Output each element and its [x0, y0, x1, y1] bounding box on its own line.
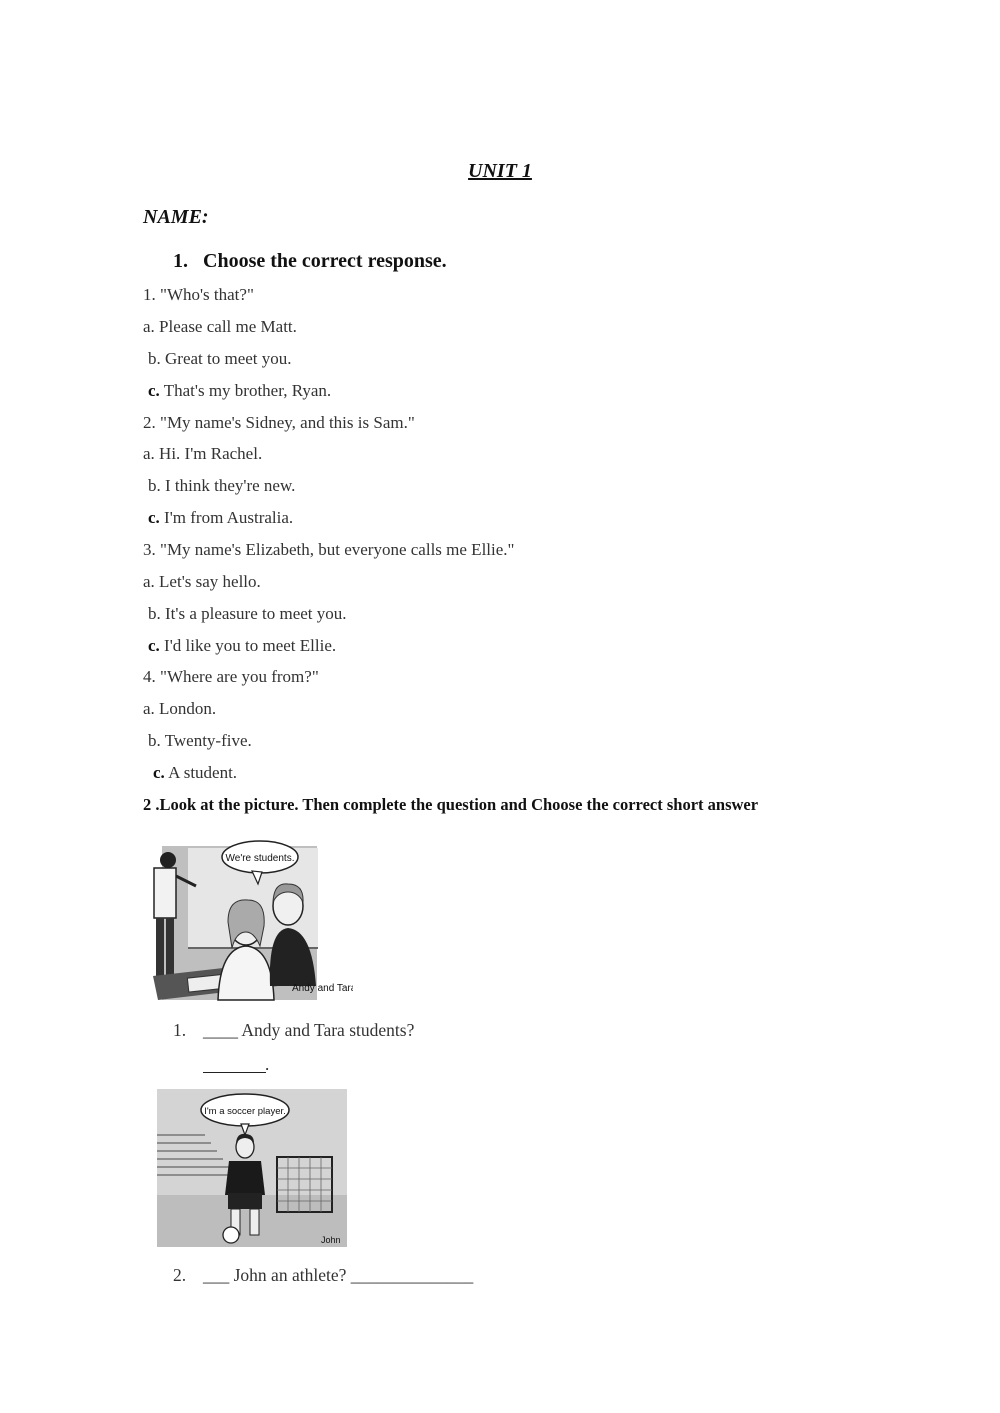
option-letter: c.	[153, 763, 165, 782]
option-letter: a.	[143, 317, 155, 336]
students-caption: Andy and Tara	[292, 983, 353, 994]
option-text: Hi. I'm Rachel.	[154, 444, 263, 463]
soccer-speech: I'm a soccer player.	[204, 1106, 286, 1117]
soccer-caption: John	[321, 1235, 341, 1245]
students-illustration	[148, 836, 353, 1004]
option-letter: b.	[148, 476, 161, 495]
option-text: It's a pleasure to meet you.	[160, 604, 347, 623]
item-text: ___ John an athlete? ______________	[203, 1265, 474, 1285]
option-text: I'd like you to meet Ellie.	[159, 636, 337, 655]
question-2-prompt: 2. "My name's Sidney, and this is Sam."	[143, 413, 415, 432]
item-number: 2.	[173, 1265, 187, 1285]
option-letter: c.	[148, 508, 160, 527]
option-letter: c.	[148, 636, 160, 655]
question-2-option-c	[148, 508, 293, 528]
part2-item-2	[173, 1265, 473, 1286]
section1-heading	[173, 250, 447, 273]
question-4-prompt: 4. "Where are you from?"	[143, 667, 319, 686]
question-4-option-b	[148, 731, 252, 751]
part2-item-1	[173, 1020, 414, 1041]
question-1-option-c	[148, 381, 331, 401]
option-letter: a.	[143, 699, 155, 718]
item-number: 1.	[173, 1020, 187, 1040]
question-3-prompt: 3. "My name's Elizabeth, but everyone calls me Ellie."	[143, 540, 515, 559]
soccer-player-illustration	[155, 1085, 350, 1250]
question-1-option-a	[143, 317, 297, 337]
question-3-option-c	[148, 636, 336, 656]
students-picture	[148, 836, 353, 1004]
option-letter: b.	[148, 604, 161, 623]
option-text: Let's say hello.	[154, 572, 261, 591]
unit-title: UNIT 1	[468, 160, 532, 182]
soccer-player-picture	[155, 1085, 350, 1250]
option-text: I think they're new.	[160, 476, 296, 495]
option-text: A student.	[164, 763, 238, 782]
name-label: NAME:	[143, 206, 209, 228]
question-1-prompt: 1. "Who's that?"	[143, 285, 254, 304]
item-text: ____ Andy and Tara students?	[203, 1020, 415, 1040]
question-4-option-a	[143, 699, 216, 719]
option-text: Please call me Matt.	[154, 317, 297, 336]
section2-heading: 2 .Look at the picture. Then complete the question and Choose the correct short answer	[143, 795, 759, 814]
option-letter: b.	[148, 349, 161, 368]
option-letter: b.	[148, 731, 161, 750]
option-text: That's my brother, Ryan.	[159, 381, 332, 400]
question-2-option-a	[143, 444, 262, 464]
section1-number: 1.	[173, 250, 188, 272]
option-letter: a.	[143, 572, 155, 591]
option-text: Twenty-five.	[160, 731, 252, 750]
question-3-option-a	[143, 572, 261, 592]
answer-period: .	[265, 1055, 270, 1074]
option-text: I'm from Australia.	[159, 508, 294, 527]
option-letter: a.	[143, 444, 155, 463]
question-3-option-b	[148, 604, 347, 624]
option-text: London.	[154, 699, 217, 718]
question-1-option-b	[148, 349, 292, 369]
question-4-option-c	[153, 763, 237, 783]
option-letter: c.	[148, 381, 160, 400]
question-2-option-b	[148, 476, 295, 496]
option-text: Great to meet you.	[160, 349, 292, 368]
section1-heading-text: Choose the correct response.	[203, 250, 447, 272]
students-speech: We're students.	[225, 853, 295, 864]
answer-blank-1[interactable]	[203, 1058, 266, 1073]
